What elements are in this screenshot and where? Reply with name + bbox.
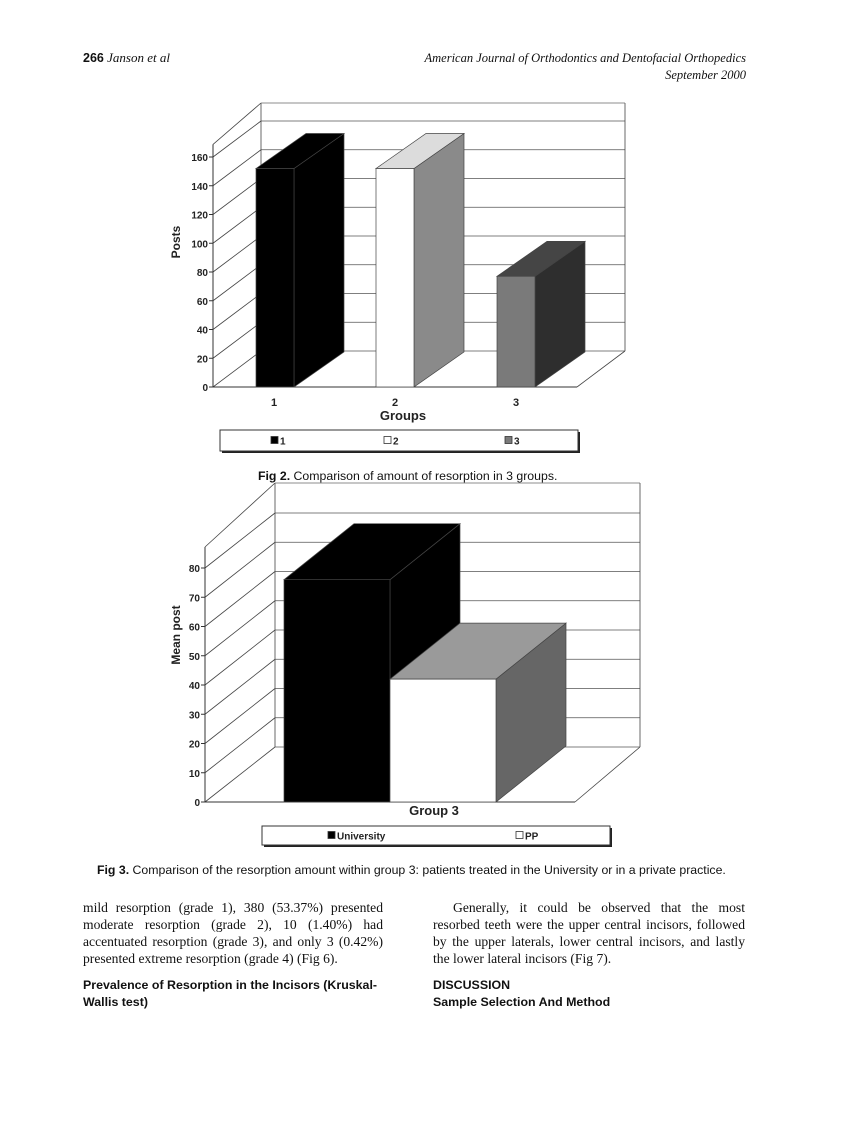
y-axis-label: Mean post — [169, 605, 183, 665]
legend-box — [262, 826, 610, 845]
grid-diagonal — [205, 630, 275, 685]
bar-front-face — [390, 679, 496, 802]
y-tick-label: 10 — [188, 768, 200, 780]
y-tick-label: 20 — [196, 354, 208, 366]
legend-label: 1 — [280, 436, 286, 448]
grid-diagonal — [205, 747, 275, 802]
figure-2-label: Fig 2. — [258, 469, 291, 483]
bar-front-face — [284, 580, 390, 802]
y-axis-label: Posts — [169, 225, 183, 259]
left-section-heading: Prevalence of Resorption in the Incisors (Kruskal-Wallis test) — [83, 978, 378, 1009]
journal-title: American Journal of Orthodontics and Dentofacial Orthopedics — [424, 51, 746, 65]
left-paragraph: mild resorption (grade 1), 380 (53.37%) presented moderate resorption (grade 2), 10 (1.40%) had accentuated resorption (grade 3), and only 3 (0.42%) presented extreme resorption (grade 4) (Fig 6). — [83, 900, 383, 966]
y-tick-label: 40 — [196, 325, 208, 337]
y-tick-label: 60 — [188, 622, 200, 634]
left-column — [83, 899, 383, 1011]
x-tick-label: 3 — [512, 397, 520, 409]
authors: Janson et al — [107, 50, 170, 65]
y-tick-label: 0 — [194, 798, 200, 809]
grid-diagonal — [205, 513, 275, 568]
legend-swatch — [516, 832, 523, 839]
right-paragraph: Generally, it could be observed that the most resorbed teeth were the upper central incisors, followed by the upper laterals, lower central incisors, and lastly the lower lateral incisors (Fig 7). — [433, 900, 745, 966]
grid-diagonal — [205, 689, 275, 744]
x-tick-label: 1 — [270, 397, 278, 409]
grid-diagonal — [205, 572, 275, 627]
legend-label: 2 — [393, 436, 399, 448]
figure-3-caption — [97, 863, 726, 877]
subsection-heading: Sample Selection And Method — [433, 995, 611, 1009]
figure-2-caption — [258, 469, 557, 483]
y-tick-label: 20 — [188, 739, 200, 751]
x-tick-label: 2 — [391, 397, 399, 409]
x-axis-label: Groups — [379, 408, 427, 423]
y-tick-label: 50 — [188, 651, 200, 663]
grid-diagonal — [205, 542, 275, 597]
grid-diagonal — [205, 601, 275, 656]
right-column — [433, 899, 745, 1011]
y-tick-label: 120 — [191, 210, 208, 222]
side-wall-top-edge — [205, 483, 275, 547]
figure-3-caption-text: Comparison of the resorption amount within group 3: patients treated in the University or in a private practice. — [132, 863, 726, 877]
y-tick-label: 70 — [188, 593, 200, 605]
y-tick-label: 40 — [188, 681, 200, 692]
legend-label: University — [337, 831, 386, 843]
grid-diagonal — [205, 718, 275, 773]
legend-swatch — [328, 832, 335, 839]
y-tick-label: 140 — [191, 181, 208, 193]
y-tick-label: 60 — [196, 296, 208, 308]
legend-label: 3 — [514, 436, 520, 448]
figure-2-caption-text: Comparison of amount of resorption in 3 groups. — [293, 469, 558, 483]
y-tick-label: 80 — [188, 564, 200, 575]
page-number: 266 — [83, 51, 104, 65]
y-tick-label: 100 — [191, 239, 208, 251]
y-tick-label: 0 — [202, 383, 208, 394]
grid-diagonal — [205, 659, 275, 714]
floor-right-edge — [575, 747, 640, 802]
x-axis-label: Group 3 — [409, 803, 459, 818]
y-tick-label: 80 — [196, 268, 208, 279]
y-tick-label: 30 — [188, 710, 200, 722]
issue-date: September 2000 — [665, 68, 746, 82]
discussion-heading: DISCUSSION — [433, 978, 511, 992]
y-tick-label: 160 — [191, 153, 208, 164]
legend-label: PP — [525, 831, 539, 843]
figure-3-label: Fig 3. — [97, 863, 130, 877]
